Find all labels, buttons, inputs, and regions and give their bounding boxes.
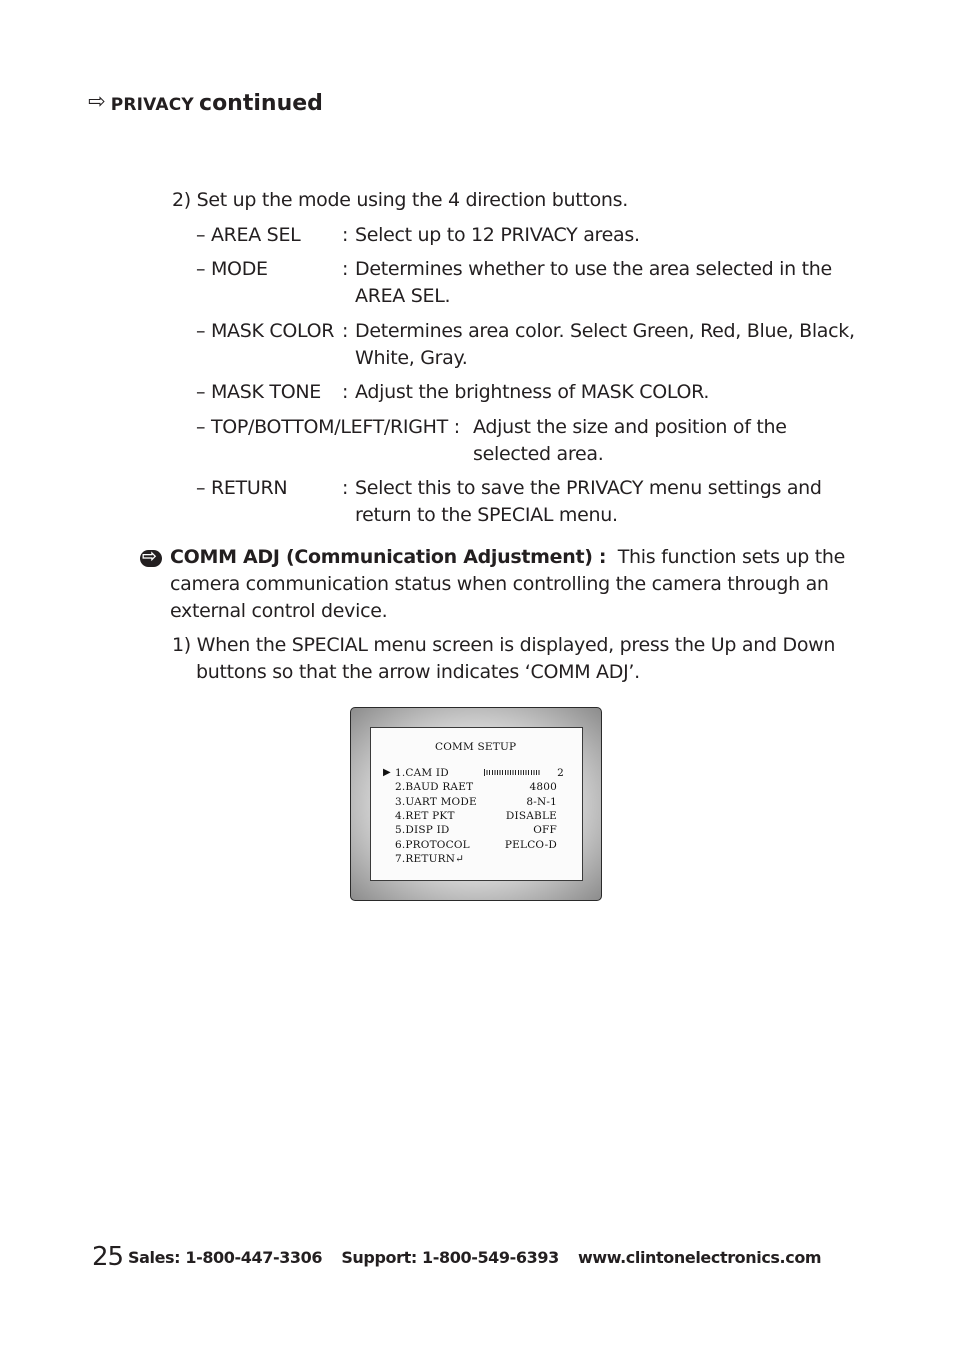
arrow-right-icon: ⇨: [88, 89, 106, 113]
item-colon: :: [342, 381, 349, 403]
footer-support: Support: 1-800-549-6393: [341, 1248, 559, 1267]
arrow-bullet-icon: [140, 550, 162, 567]
comm-adj-intro: This function sets up the: [617, 546, 846, 568]
osd-row-label: 6.PROTOCOL: [395, 838, 470, 851]
item-label-area-sel: – AREA SEL: [196, 224, 301, 246]
section-header: [88, 89, 323, 116]
osd-row-label: 3.UART MODE: [395, 795, 477, 808]
osd-row-value: 4800: [529, 781, 557, 794]
osd-row-value: PELCO-D: [504, 838, 557, 851]
footer-contact: [128, 1248, 835, 1267]
step-1-line2: buttons so that the arrow indicates ‘COMM ADJ’.: [196, 661, 640, 683]
item-desc-return-line2: return to the SPECIAL menu.: [355, 504, 618, 526]
osd-screen: [350, 707, 602, 901]
item-label-return: – RETURN: [196, 477, 288, 499]
item-desc-mask-color-line2: White, Gray.: [355, 347, 468, 369]
footer-sales: Sales: 1-800-447-3306: [128, 1248, 323, 1267]
osd-row-label: 2.BAUD RAET: [395, 781, 474, 794]
step-2-text: 2) Set up the mode using the 4 direction buttons.: [172, 189, 628, 211]
footer-website: www.clintonelectronics.com: [578, 1248, 822, 1267]
item-label-mask-tone: – MASK TONE: [196, 381, 321, 403]
item-label-top-bottom-left-right: – TOP/BOTTOM/LEFT/RIGHT :: [196, 416, 460, 438]
header-continued: continued: [199, 91, 323, 116]
step-1-line1: 1) When the SPECIAL menu screen is displayed, press the Up and Down: [172, 634, 836, 656]
item-desc-mask-tone: Adjust the brightness of MASK COLOR.: [355, 381, 710, 403]
osd-row-label: 1.CAM ID: [395, 767, 449, 779]
item-desc-mask-color-line1: Determines area color. Select Green, Red, Blue, Black,: [355, 320, 855, 342]
osd-row-value: OFF: [533, 824, 557, 837]
osd-title: COMM SETUP: [435, 741, 517, 753]
item-desc-mode-line2: AREA SEL.: [355, 285, 451, 307]
item-desc-area-sel: Select up to 12 PRIVACY areas.: [355, 224, 640, 246]
comm-adj-heading: COMM ADJ (Communication Adjustment) :: [170, 546, 607, 568]
item-colon: :: [342, 258, 349, 280]
page-number: 25: [92, 1242, 124, 1272]
item-label-mode: – MODE: [196, 258, 268, 280]
comm-adj-line2: camera communication status when controlling the camera through an: [170, 573, 829, 595]
osd-row-label: 4.RET PKT: [395, 809, 455, 822]
osd-row-value: DISABLE: [505, 809, 557, 822]
osd-row-value: 2: [557, 767, 564, 779]
item-desc-position-line2: selected area.: [473, 443, 604, 465]
osd-row-label: 5.DISP ID: [395, 824, 450, 837]
item-desc-mode-line1: Determines whether to use the area selected in the: [355, 258, 832, 280]
item-colon: :: [342, 320, 349, 342]
item-desc-return-line1: Select this to save the PRIVACY menu settings and: [355, 477, 822, 499]
osd-cursor-icon: ▶: [383, 767, 391, 778]
osd-row-label: 7.RETURN↵: [395, 852, 465, 865]
item-label-mask-color: – MASK COLOR: [196, 320, 335, 342]
comm-adj-line1: [170, 544, 845, 571]
item-colon: :: [342, 477, 349, 499]
osd-menu: [370, 727, 583, 881]
comm-adj-line3: external control device.: [170, 600, 388, 622]
item-desc-position-line1: Adjust the size and position of the: [473, 416, 787, 438]
osd-cam-id-bar: [484, 770, 541, 775]
header-keyword: PRIVACY: [110, 95, 194, 115]
osd-row-value: 8-N-1: [526, 795, 557, 808]
item-colon: :: [342, 224, 349, 246]
